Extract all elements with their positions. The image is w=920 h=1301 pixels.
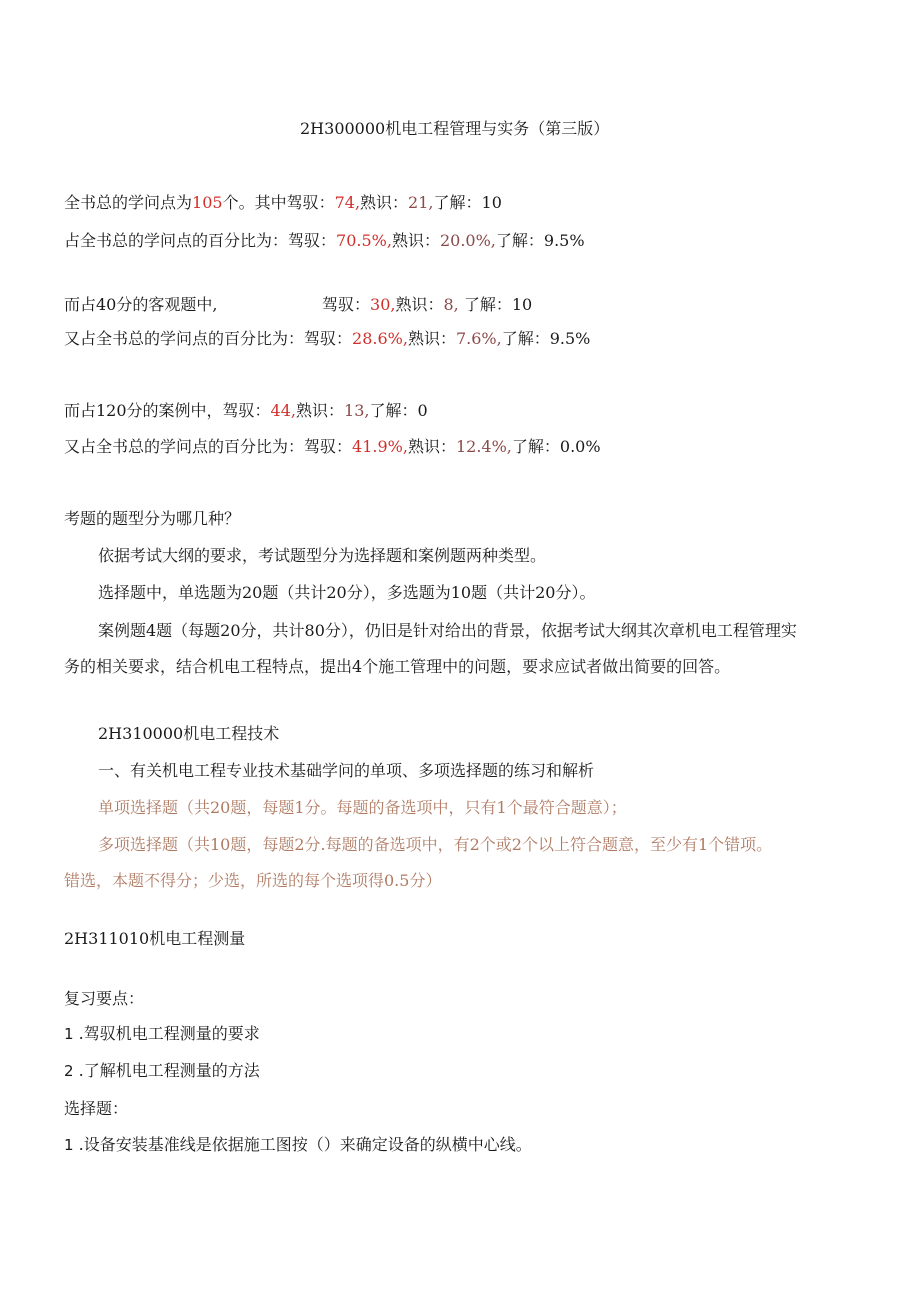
stat-value: 28.6%, [352, 329, 408, 348]
question-text: .设备安装基准线是依据施工图按（）来确定设备的纵横中心线。 [78, 1135, 532, 1154]
stat-value: 9.5% [543, 231, 585, 250]
multi-choice-note: 多项选择题（共10题，每题2分.每题的备选项中，有2个或2个以上符合题意，至少有1个错项。 [98, 835, 773, 854]
stat-text: 全书总的学问点为 [64, 193, 193, 212]
stat-value: 12.4%, [455, 437, 512, 456]
stats-line-3-values [322, 294, 532, 316]
stat-text: 又占全书总的学问点的百分比为：驾驭： [64, 329, 353, 348]
stats-line-3 [64, 294, 217, 316]
paragraph: 依据考试大纲的要求，考试题型分为选择题和案例题两种类型。 [98, 546, 547, 565]
stat-text: 了解： [501, 329, 550, 348]
stat-value: 44, [270, 401, 296, 420]
stat-value: 7.6%, [455, 329, 502, 348]
stat-text: 而占40分的客观题中, [64, 295, 218, 314]
section-heading: 2H311010机电工程测量 [64, 929, 246, 948]
question-number: 1 [64, 1136, 74, 1154]
doc-title: 2H300000机电工程管理与实务（第三版） [300, 119, 610, 138]
list-item [64, 1060, 260, 1082]
list-number: 2 [64, 1062, 74, 1080]
question-types-heading: 考题的题型分为哪几种？ [64, 509, 241, 528]
stat-text: 了解： [433, 193, 482, 212]
stat-value: 30, [370, 295, 396, 314]
stats-line-2 [64, 230, 585, 252]
stat-text: 熟识： [407, 437, 456, 456]
stat-text: 了解： [511, 437, 560, 456]
stats-line-4 [64, 328, 590, 350]
stat-value: 0.0% [559, 437, 601, 456]
stat-value: 105 [192, 193, 223, 212]
stats-line-1 [64, 192, 502, 214]
paragraph: 案例题4题（每题20分，共计80分），仍旧是针对给出的背景，依据考试大纲其次章机电工程管理实 [98, 621, 797, 640]
stat-text: 熟识： [360, 193, 409, 212]
stat-value: 41.9%, [352, 437, 408, 456]
stat-text: 驾驭： [322, 295, 371, 314]
stat-value: 21, [408, 193, 434, 212]
question-item [64, 1134, 532, 1156]
stat-text: 熟识： [391, 231, 440, 250]
list-item [64, 1023, 260, 1045]
stat-value: 8, [443, 295, 459, 314]
stat-text: 而占120分的案例中，驾驭： [64, 401, 271, 420]
stat-text: 了解： [369, 401, 418, 420]
stat-text: 占全书总的学问点的百分比为：驾驭： [64, 231, 337, 250]
list-number: 1 [64, 1025, 74, 1043]
list-text: .驾驭机电工程测量的要求 [78, 1024, 260, 1043]
list-text: .了解机电工程测量的方法 [78, 1061, 260, 1080]
stats-line-5 [64, 400, 428, 422]
paragraph: 务的相关要求，结合机电工程特点，提出4个施工管理中的问题，要求应试者做出简要的回答。 [64, 657, 731, 676]
single-choice-note: 单项选择题（共20题，每题1分。每题的备选项中，只有1个最符合题意）； [98, 798, 627, 817]
stat-value: 70.5%, [336, 231, 392, 250]
stat-text: 熟识： [395, 295, 444, 314]
section-heading: 2H310000机电工程技术 [98, 724, 280, 743]
stat-value: 10 [481, 193, 502, 212]
multi-choice-note: 错选，本题不得分；少选，所选的每个选项得0.5分） [64, 871, 442, 890]
choice-label: 选择题： [64, 1099, 129, 1118]
stat-value: 20.0%, [439, 231, 496, 250]
stat-value: 13, [344, 401, 370, 420]
paragraph: 选择题中，单选题为20题（共计20分），多选题为10题（共计20分）。 [98, 583, 596, 602]
stat-text: 熟识： [407, 329, 456, 348]
review-label: 复习要点： [64, 989, 145, 1008]
stat-value: 10 [511, 295, 533, 314]
stat-text: 又占全书总的学问点的百分比为：驾驭： [64, 437, 353, 456]
stat-value: 0 [417, 401, 428, 420]
stat-value: 9.5% [549, 329, 591, 348]
stats-line-6 [64, 436, 601, 458]
stat-text: 了解： [463, 295, 512, 314]
stat-text: 了解： [495, 231, 544, 250]
stat-text: 个。其中驾驭： [222, 193, 335, 212]
section-subheading: 一、有关机电工程专业技术基础学问的单项、多项选择题的练习和解析 [98, 761, 595, 780]
stat-value: 74, [334, 193, 361, 212]
stat-text: 熟识： [296, 401, 345, 420]
